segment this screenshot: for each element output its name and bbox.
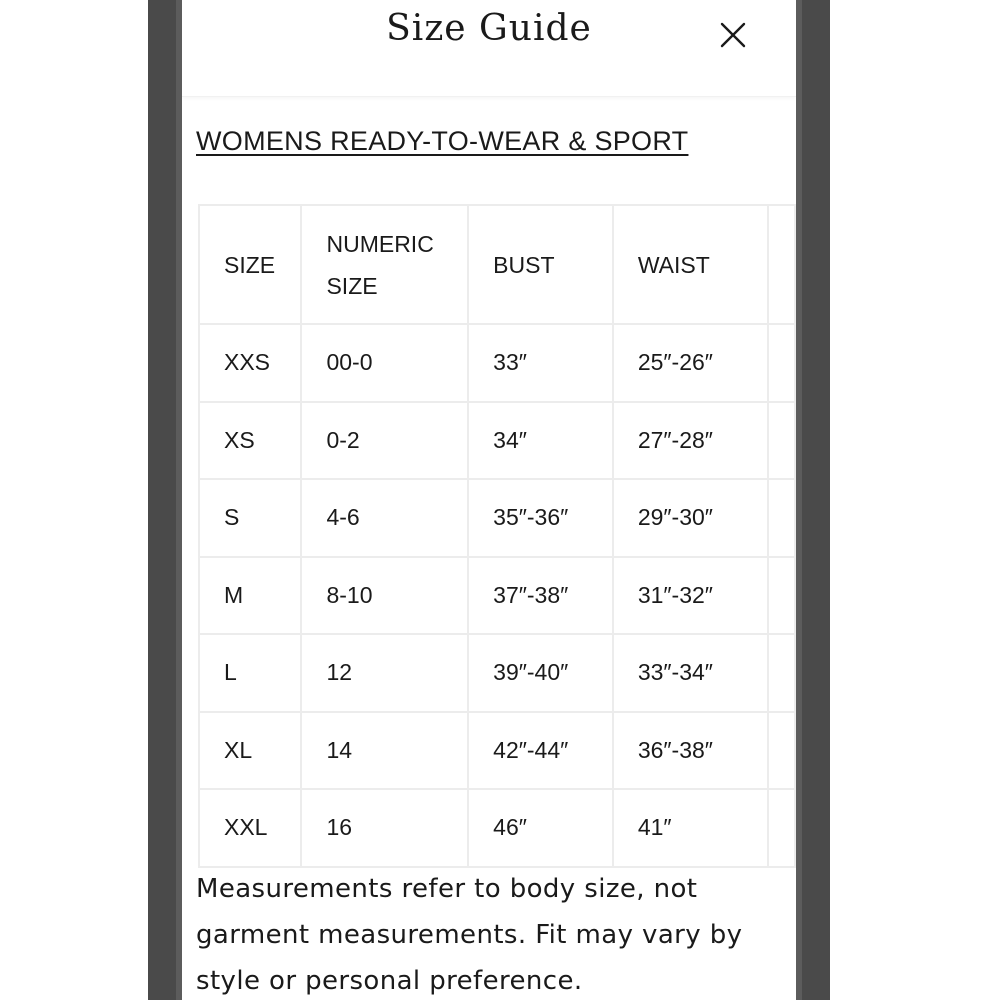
cell-overflow: [768, 557, 796, 635]
modal-header: [182, 0, 796, 97]
size-table: [198, 204, 796, 868]
cell-bust: 34″: [468, 402, 613, 480]
cell-bust: 33″: [468, 324, 613, 402]
cell-numeric: 00-0: [301, 324, 468, 402]
cell-waist: 27″-28″: [613, 402, 768, 480]
measurement-note: Measurements refer to body size, not garment measurements. Fit may vary by style or personal preference.: [196, 874, 743, 996]
cell-bust: 37″-38″: [468, 557, 613, 635]
header-numeric-line2: SIZE: [326, 272, 378, 299]
header-overflow-column: [768, 205, 796, 324]
modal-title: Size Guide: [386, 8, 592, 49]
cell-numeric: 12: [301, 634, 468, 712]
close-icon: [716, 18, 750, 52]
table-row: [199, 324, 795, 402]
cell-overflow: [768, 324, 796, 402]
backdrop-right: [796, 0, 830, 1000]
cell-waist: 29″-30″: [613, 479, 768, 557]
cell-numeric: 14: [301, 712, 468, 790]
size-guide-modal: [182, 0, 796, 1000]
cell-overflow: [768, 712, 796, 790]
cell-size: S: [199, 479, 301, 557]
close-button[interactable]: [716, 18, 750, 52]
cell-bust: 42″-44″: [468, 712, 613, 790]
cell-numeric: 0-2: [301, 402, 468, 480]
header-bust: BUST: [468, 205, 613, 324]
backdrop-left: [148, 0, 182, 1000]
table-header-row: [199, 205, 795, 324]
table-row: [199, 712, 795, 790]
header-numeric-line1: NUMERIC: [326, 230, 434, 257]
cell-size: XXS: [199, 324, 301, 402]
cell-numeric: 4-6: [301, 479, 468, 557]
cell-overflow: [768, 634, 796, 712]
cell-waist: 25″-26″: [613, 324, 768, 402]
cell-waist: 41″: [613, 789, 768, 867]
cell-size: XXL: [199, 789, 301, 867]
cell-size: XL: [199, 712, 301, 790]
table-row: [199, 479, 795, 557]
cell-size: XS: [199, 402, 301, 480]
cell-size: M: [199, 557, 301, 635]
cell-bust: 39″-40″: [468, 634, 613, 712]
table-row: [199, 402, 795, 480]
header-waist: WAIST: [613, 205, 768, 324]
cell-overflow: [768, 402, 796, 480]
cell-numeric: 16: [301, 789, 468, 867]
cell-waist: 36″-38″: [613, 712, 768, 790]
table-row: [199, 557, 795, 635]
header-numeric-size: [301, 205, 468, 324]
table-row: [199, 789, 795, 867]
cell-waist: 31″-32″: [613, 557, 768, 635]
cell-size: L: [199, 634, 301, 712]
cell-overflow: [768, 789, 796, 867]
section-title: WOMENS READY-TO-WEAR & SPORT: [196, 126, 689, 156]
cell-bust: 35″-36″: [468, 479, 613, 557]
cell-bust: 46″: [468, 789, 613, 867]
table-row: [199, 634, 795, 712]
cell-overflow: [768, 479, 796, 557]
cell-numeric: 8-10: [301, 557, 468, 635]
cell-waist: 33″-34″: [613, 634, 768, 712]
header-size: SIZE: [199, 205, 301, 324]
